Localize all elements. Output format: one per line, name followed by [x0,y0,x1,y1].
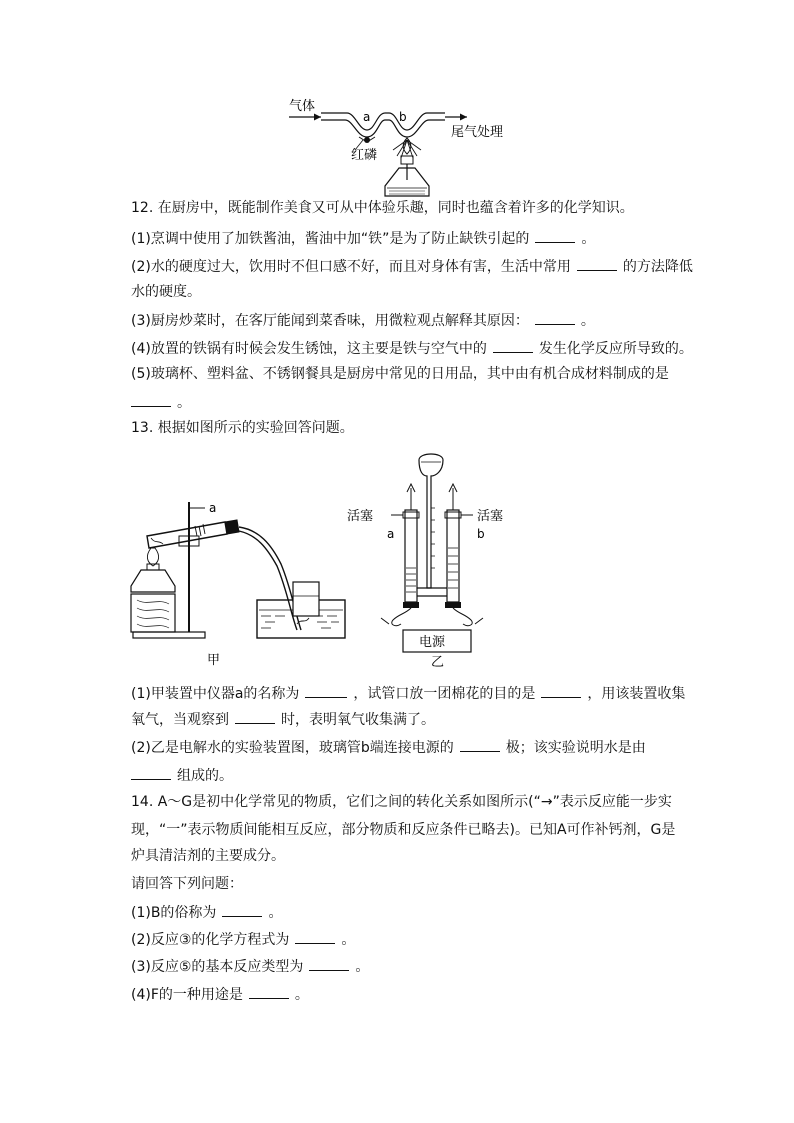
valve-left-label: 活塞 [347,509,374,524]
q14-part2 [131,929,355,950]
q12-part5-cont [131,392,191,413]
q12-part2-text2: 的方法降低 [622,259,693,275]
answer-blank[interactable] [295,929,335,944]
q14-part4 [131,984,309,1005]
answer-blank[interactable] [535,228,575,243]
q14-part2-text: (2)反应③的化学方程式为 [131,932,290,948]
answer-blank[interactable] [460,737,500,752]
red-phosphorus-apparatus-figure [285,96,515,200]
q13-part1-text5: 时，表明氧气收集满了。 [281,712,435,728]
q13-stem: 13. 根据如图所示的实验回答问题。 [131,420,354,436]
q12-part3-text: (3)厨房炒菜时，在客厅能闻到菜香味，用微粒观点解释其原因： [131,313,529,329]
answer-blank[interactable] [222,902,262,917]
q13-part2-text: (2)乙是电解水的实验装置图，玻璃管b端连接电源的 [131,740,454,756]
answer-blank[interactable] [309,956,349,971]
yi-label-b: b [477,527,485,541]
q12-part3-end: 。 [580,313,595,329]
answer-blank[interactable] [131,765,171,780]
answer-blank[interactable] [235,709,275,724]
q14-part2-end: 。 [341,932,356,948]
q12-part5-end: 。 [177,395,191,411]
answer-blank[interactable] [249,984,289,999]
q13-part2-text3: 组成的。 [177,768,233,784]
q13-part2 [131,737,646,758]
q12-part2-cont: 水的硬度。 [131,284,201,300]
q14-part1-end: 。 [268,905,283,921]
q13-part1-text: (1)甲装置中仪器a的名称为 [131,686,300,702]
power-source-label: 电源 [419,635,446,650]
tube-label-a: a [363,110,371,124]
oxygen-preparation-apparatus-figure [125,500,350,670]
q13-part1-text3: ，用该装置收集 [587,686,686,702]
yi-label-a: a [387,527,395,541]
answer-blank[interactable] [541,683,581,698]
q14-part1 [131,902,282,923]
answer-blank[interactable] [577,256,617,271]
tail-gas-label: 尾气处理 [451,125,504,140]
q12-part5: (5)玻璃杯、塑料盆、不锈钢餐具是厨房中常见的日用品，其中由有机合成材料制成的是 [131,366,669,382]
answer-blank[interactable] [493,338,533,353]
q14-stem-line2: 现，“一”表示物质间能相互反应，部分物质和反应条件已略去)。已知A可作补钙剂，G是 [131,822,676,838]
q12-part1-text: (1)烹调中使用了加铁酱油，酱油中加“铁”是为了防止缺铁引起的 [131,231,530,247]
water-electrolysis-apparatus-figure [345,448,535,670]
q12-part2 [131,256,693,277]
q14-stem-line3: 炉具清洁剂的主要成分。 [131,848,285,864]
q14-part1-text: (1)B的俗称为 [131,905,217,921]
answer-blank[interactable] [305,683,347,698]
q13-part2-cont [131,765,233,786]
jia-caption: 甲 [207,653,221,668]
q13-part1-text4: 氧气，当观察到 [131,712,229,728]
gas-in-label: 气体 [289,99,316,114]
valve-right-label: 活塞 [477,509,504,524]
q12-part4-text: (4)放置的铁锅有时候会发生锈蚀，这主要是铁与空气中的 [131,341,487,357]
q13-part1-text2: ，试管口放一团棉花的目的是 [353,686,536,702]
tube-label-b: b [399,110,407,124]
red-phosphorus-label: 红磷 [351,148,378,163]
q12-part2-text: (2)水的硬度过大，饮用时不但口感不好，而且对身体有害，生活中常用 [131,259,571,275]
answer-blank[interactable] [535,310,575,325]
yi-caption: 乙 [431,655,445,670]
q12-part3 [131,310,595,331]
q14-prompt: 请回答下列问题： [131,876,243,892]
q13-part1-cont [131,709,435,730]
q14-part4-end: 。 [294,987,309,1003]
q13-part1 [131,683,685,704]
q12-stem: 12. 在厨房中，既能制作美食又可从中体验乐趣，同时也蕴含着许多的化学知识。 [131,200,634,216]
q13-part2-text2: 极；该实验说明水是由 [505,740,646,756]
q14-part3-end: 。 [355,959,370,975]
q14-part4-text: (4)F的一种用途是 [131,987,243,1003]
q12-part1-end: 。 [581,231,596,247]
q12-part1 [131,228,595,249]
q14-stem-line1: 14. A～G是初中化学常见的物质，它们之间的转化关系如图所示(“→”表示反应能一步实 [131,794,672,810]
jia-label-a: a [209,501,217,515]
answer-blank[interactable] [131,392,171,407]
q12-part4 [131,338,693,359]
q12-part4-text2: 发生化学反应所导致的。 [538,341,693,357]
q14-part3-text: (3)反应⑤的基本反应类型为 [131,959,304,975]
q14-part3 [131,956,369,977]
